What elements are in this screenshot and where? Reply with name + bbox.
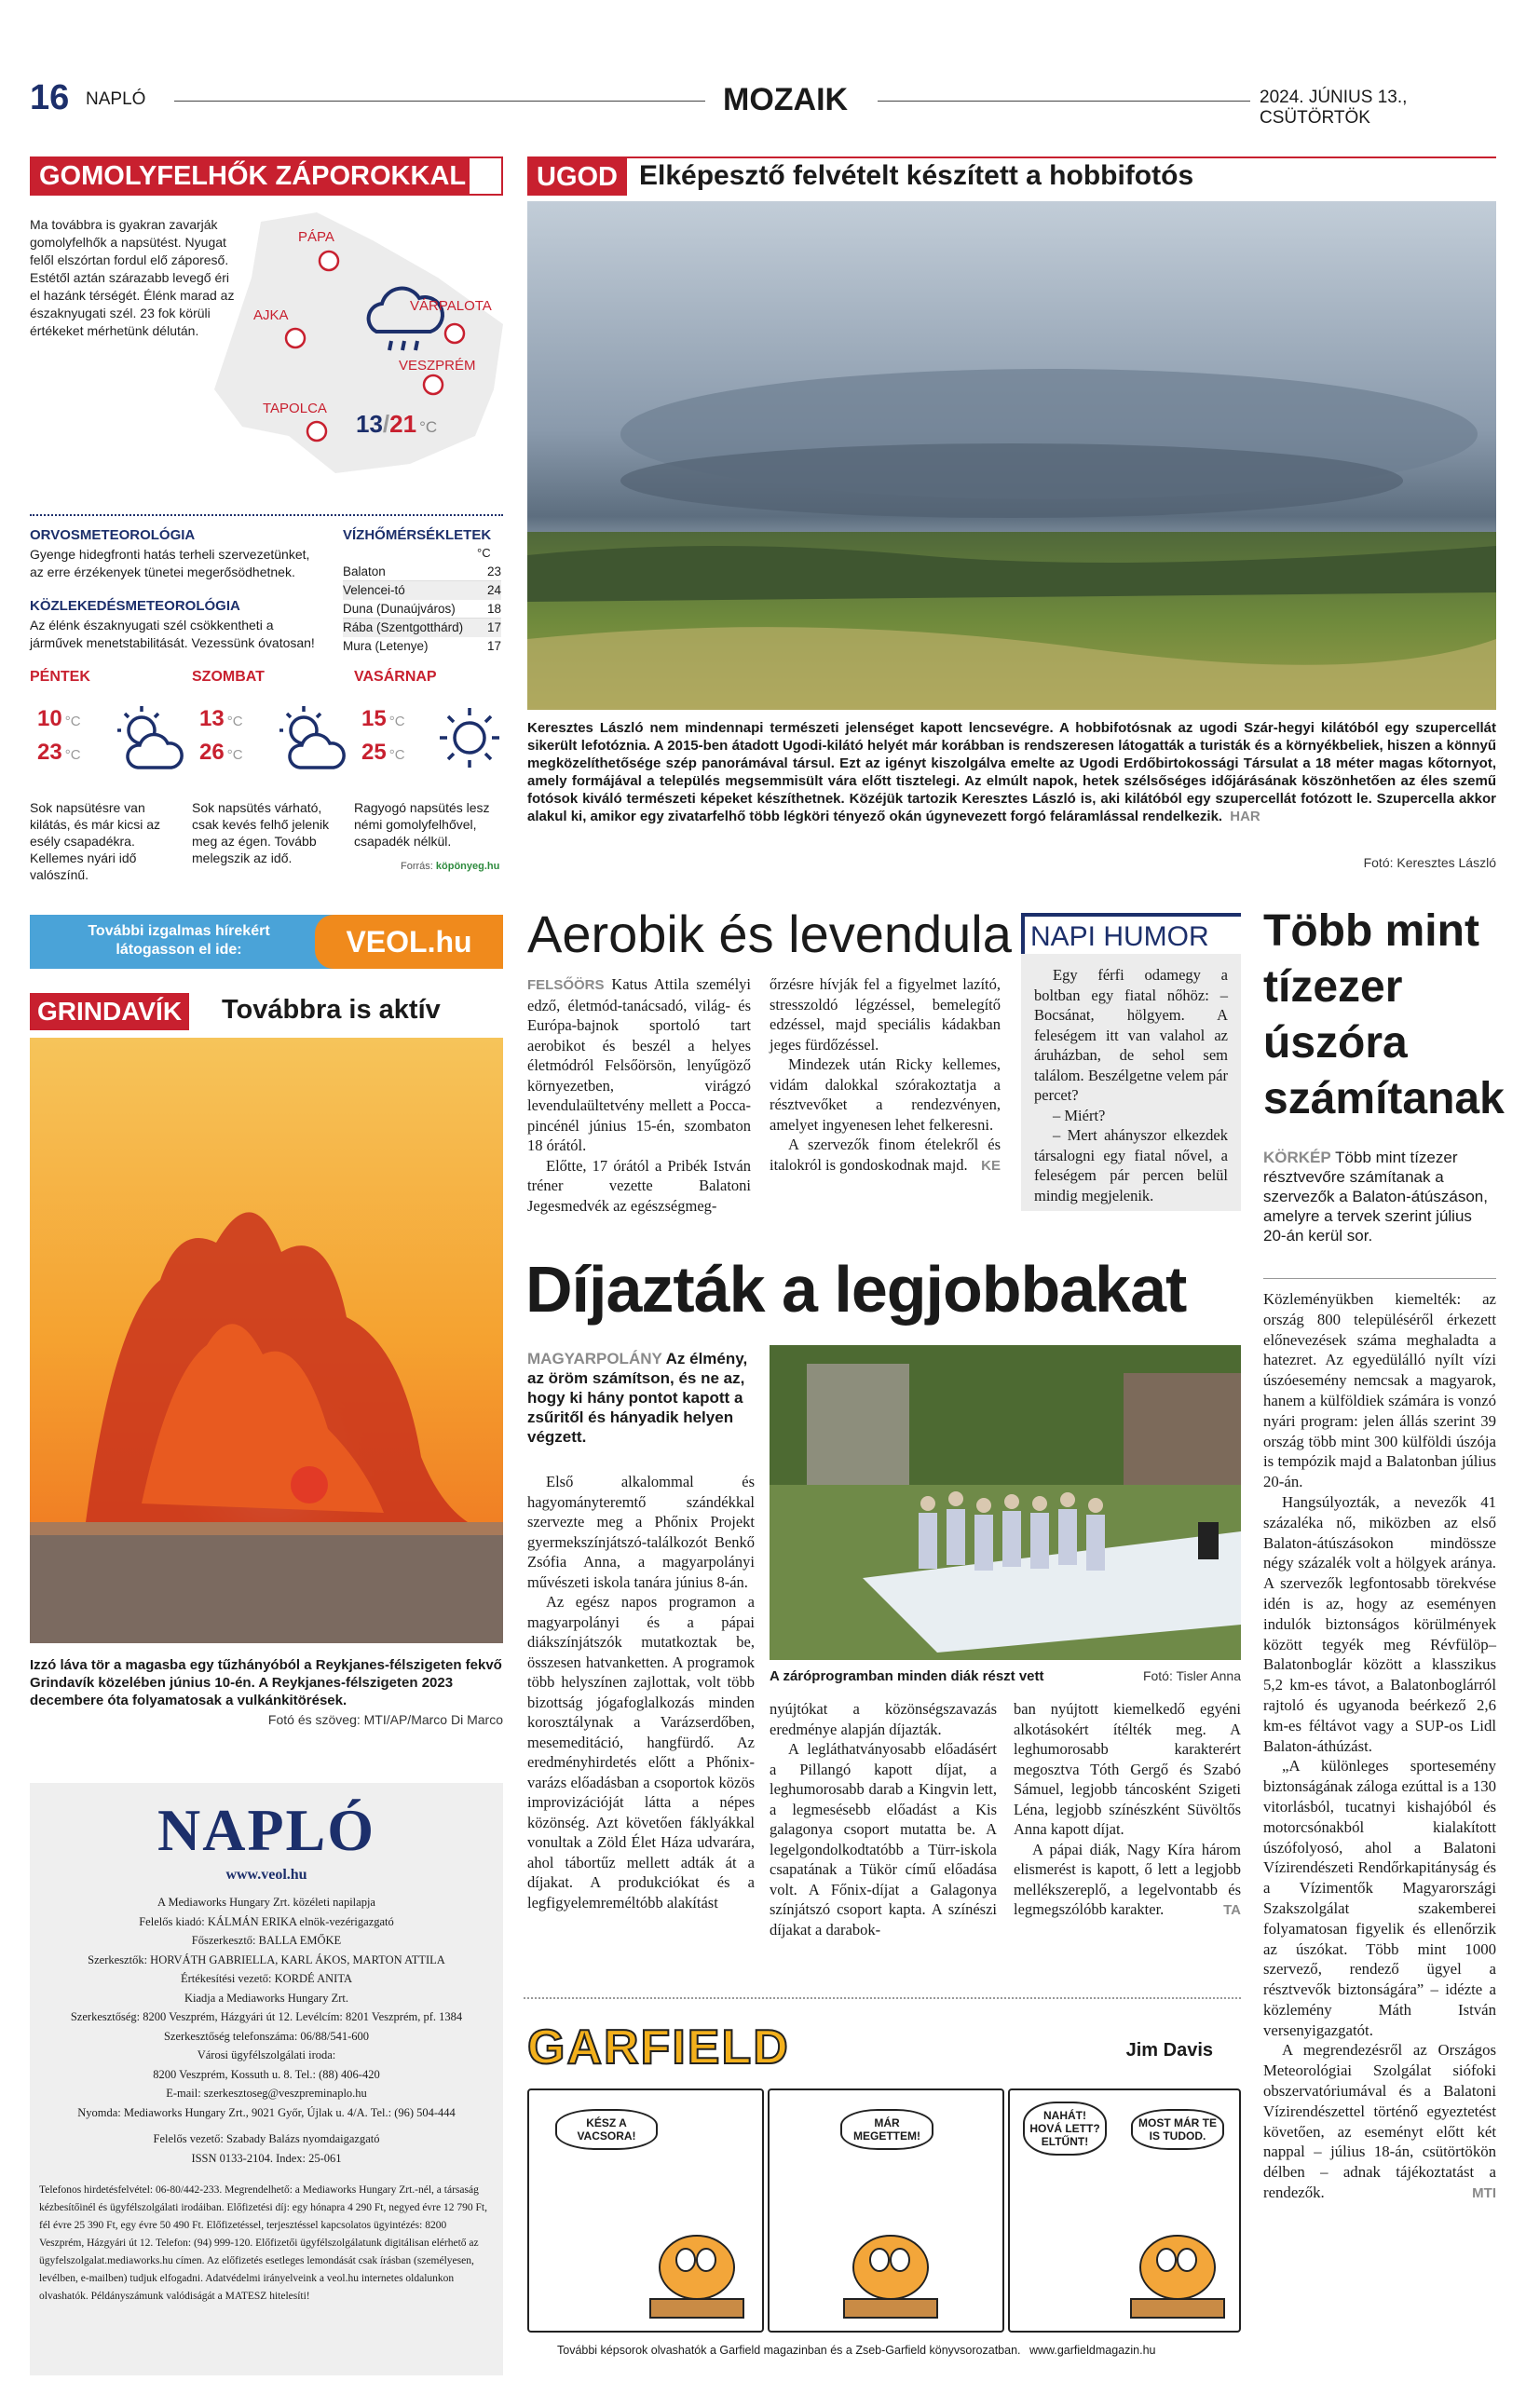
speech-bubble: MÁR MEGETTEM! [840,2109,933,2150]
city-marker-papa [320,252,338,270]
imprint-box [30,1783,503,2375]
weather-dotted-rule [30,514,503,516]
garfield-logo: GARFIELD [527,2020,790,2075]
map-temp-low: 13 [356,410,383,438]
weather-source: Forrás: köpönyeg.hu [401,861,500,872]
city-marker-tapolca [307,422,326,441]
dijaztak-kicker: MAGYARPOLÁNY [527,1350,662,1367]
comic-panel [1008,2088,1241,2333]
forecast-day [192,669,350,883]
map-temp-high: 21 [389,410,417,438]
city-label-varpalota: VÁRPALOTA [410,298,492,314]
partly-cloudy-icon [276,702,350,777]
forecast-low: 15 °C [361,706,405,731]
ugod-caption: Keresztes László nem mindennapi természeti jelenséget kapott lencsevégre. A hobbifotósnak az ugodi Szár-hegyi kilátóból egy szupercellát sikerült lefotóznia. A 2015-ben átadott Ugodi-kilátó helyét már korábban is rendszeresen látogatták a turisták és a környékbeliek, hiszen a könnyű megközelíthetősége szép panorámával társul. Ezt az igényt kiszolgálva emelte az Ugodi Erdőbirtokossági Társulat a 18 méter magas kőtornyot, amely formájával a település megsemmisült vára előtt tisztelegi. Az elmúlt napok, hetek szélsőséges időjárásának köszönhetően az éles szemű fotósok kiváló természeti képeket készíthetnek. Közéjük tartozik Keresztes László is, aki kilátóból egy szupercellát fotózott le. Szupercella akkor alakul ki, amikor egy zivatarfelhő több légköri tényező okán úgynevezett forgó feláramlással rendelkezik. HAR [527,720,1496,824]
aerobik-signature: KE [981,1158,1001,1174]
water-unit: °C [477,546,491,560]
korkep-headline: Több mint tízezer úszóra számítanak [1263,906,1505,1123]
sun-icon [436,704,503,771]
header-rule-right [878,101,1250,102]
orvos-title: ORVOSMETEOROLÓGIA [30,527,196,543]
dijaztak-col-3: ban nyújtott kiemelkedő egyéni alkotásokért ítélték meg. A leghumorosabb karakterért megosztva Tóth Gergő és Szabó Sámuel, legjobb táncosként Szigeti Léna, legjobb színészként Süvöltős Anna kapott díjat. A pápai diák, Nagy Kíra három elismerést is kapott, ő lett a legjobb mellékszereplő, a legelvontabb és legmegszólóbb karakter. TA [1014,1700,1241,1918]
kozl-title: KÖZLEKEDÉSMETEOROLÓGIA [30,598,240,614]
korkep-signature: MTI [1472,2184,1496,2201]
korkep-lead: KÖRKÉP Több mint tízezer résztvevőre számítanak a szervezők a Balaton-átúszáson, amelyre a tervek szerint július 20-án kerül sor. [1263,1149,1488,1245]
city-label-tapolca: TAPOLCA [263,401,327,416]
weather-intro: Ma továbbra is gyakran zavarják gomolyfelhők a napsütést. Nyugat felől elszórtan fordul elő záporeső. Estétől aztán szárazabb levegő éri el hazánk térségét. Élénk marad az északnyugati szél. 23 fok körüli értékeket mérhetünk délután. [30,217,235,338]
dijaztak-headline: Díjazták a legjobbakat [525,1253,1187,1326]
city-marker-varpalota [445,324,464,343]
garfield-url[interactable]: www.garfieldmagazin.hu [1029,2344,1156,2357]
garfield-author: Jim Davis [1125,2040,1213,2061]
veol-banner[interactable] [30,915,503,969]
comic-panel [768,2088,1004,2333]
water-table [343,563,501,656]
city-label-veszprem: VESZPRÉM [399,358,476,374]
ugod-signature: HAR [1230,809,1260,824]
aerobik-headline: Aerobik és levendula [527,905,1012,963]
korkep-body: Közleményükben kiemelték: az ország 800 településéről érkezett előnevezések száma meghaladta a hatezret. Az egyedülálló nyílt vízi úszóesemény nemcsak a magyarok, hanem a külföldiek számára is vonzó nyári program: jelen állás szerint 39 ország több mint 300 külföldi úszója is tempózik majd a Balatonban július 20-án. Hangsúlyozták, a nevezők 41 százaléka nő, miközben az első Balaton-átúszásokon mindössze négy százalék volt a hölgyek aránya. A szervezők legfontosabb törekvése idén is az, hogy az eseményen indulók biztonságos körülmények között tegyék meg Révfülöp–Balatonboglár között a klasszikus 5,2 km-es távot, a Balatonboglárról rajtoló és ugyanoda beérkező 2,6 km-es féltávot vagy a SUP-os Lidl Balaton-áthúzást. „A különleges sportesemény biztonságának záloga ezúttal is a 130 vitorlásból, tucatnyi kishajóból és motorcsónakból kialakított úszófolyosó, ahol a Balatoni Vízirendészeti Rendőrkapitányság és a Vízimentők Magyarországi Szakszolgálat szakemberei folyamatosan figyelik és ellenőrzik az úszókat. Több mint 1000 szervező, rendező ügyel a résztvevők biztonságára” – idézte a közlemény Máth István versenyigazgatót. A megrendezésről az Országos Meteorológiai Szolgálat siófoki obszervatóriumával és a Balatoni Vízirendészettel történő egyeztetést követően, az eseményt előtt két nappal – július 18-án, csütörtökön délben – adnak tájékoztatást a rendezők. MTI [1263,1289,1496,2204]
map-temps: 13/21 °C [356,410,438,438]
orvos-text: Gyenge hidegfronti hatás terheli szervezetünket, az erre érzékenyek tünetei megerősödhetnek. [30,547,310,579]
city-label-ajka: AJKA [253,307,289,323]
paper-name: NAPLÓ [86,89,146,109]
dijaztak-col-1: Első alkalommal és hagyományteremtő szándékkal szervezte meg a Phőnix Projekt gyermekszínjátszó-találkozót Benkő Zsófia Anna, a magyarpolányi művészeti iskola tanára június 8-án. Az egész napos programon a magyarpolányi és a pápai diákszínjátszók mutatkoztak be, összesen hatvanketten. A programok több helyszínen zajlottak, volt több bizottság jógafoglalkozás minden korosztálynak a Varázserdőben, mesemeditáció, hangfürdő. Az eredményhirdetés előtt a Phőnix-varázs előadásban a csoportok közös improvizációját látta a népes közönség. Azt követően fáklyákkal vonultak a Zöld Élet Háza udvarára, ahol tábortűz mellett adták át a díjakat. A produkciókat és a legfigyelemreméltóbb alakítást [527,1473,755,1911]
dijaztak-col-2: nyújtókat a közönségszavazás eredménye alapján díjazták. A legláthatványosabb előadásért a Pillangó kapott díjat, a leghumorosabb darab a Kingvin lett, a legmesésebb előadást a Kis galagonya csoport mutatta be. A legelgondolkodtatóbb a Türr-iskola csapatának a Tükör című előadása volt. A Főnix-díjat a Galagonya színjátszó csoport kapta. A színészi díjakat a darabok- [770,1700,997,1939]
humor-body: Egy férfi odamegy a boltban egy fiatal nőhöz: – Bocsánat, hölgyem. A feleségem itt van valahol az áruházban, de sehol sem találom. Beszélgetne velem pár percet? – Miért? – Mert ahányszor elkezdek társalogni egy fiatal nővel, a feleségem pár percen belül mindig megjelenik. [1021,954,1241,1211]
water-row: Balaton 23 [343,563,501,581]
forecast-day [30,669,188,883]
dijaztak-signature: TA [1223,1901,1241,1918]
garfield-character-icon [835,2202,947,2323]
weather-title: GOMOLYFELHŐK ZÁPOROKKAL [32,158,470,194]
garfield-footer: További képsorok olvashatók a Garfield magazinban és a Zseb-Garfield könyvsorozatban. www.garfieldmagazin.hu [557,2344,1156,2357]
dijaztak-lead: MAGYARPOLÁNY Az élmény, az öröm számítson, és ne az, hogy ki hány pontot kapott a zsűritől és hányadik helyen végzett. [527,1350,748,1446]
forecast-low: 10 °C [37,706,81,731]
aerobik-kicker: FELSŐÖRS [527,977,605,993]
kozl-text: Az élénk északnyugati szél csökkentheti a járművek menetstabilitását. Vezessünk óvatosan! [30,618,315,650]
imprint-url[interactable]: www.veol.hu [225,1867,307,1883]
supercell-photo [527,201,1496,710]
imprint-logo: NAPLÓ [157,1797,375,1863]
korkep-kicker: KÖRKÉP [1263,1149,1331,1166]
veol-text: További izgalmas hírekért látogasson el ide: [88,923,270,958]
grindavik-title-box [30,993,503,1032]
comic-panel [527,2088,764,2333]
weather-title-box [30,156,503,196]
water-row: Velencei-tó 24 [343,581,501,600]
dijaztak-photo-caption: A záróprogramban minden diák részt vett [770,1668,1044,1684]
city-marker-ajka [286,329,305,347]
forecast-text: Ragyogó napsütés lesz némi gomolyfelhővel, csapadék nélkül. [354,800,490,849]
page-number: 16 [30,78,70,117]
speech-bubble: NAHÁT! HOVÁ LETT? ELTŰNT! [1023,2102,1107,2156]
source-logo: köpönyeg.hu [435,861,500,872]
water-row: Duna (Dunaújváros) 18 [343,600,501,619]
water-title: VÍZHŐMÉRSÉKLETEK [343,527,492,543]
page-header [30,78,1496,128]
garfield-character-icon [1122,2202,1233,2323]
grindavik-tag: GRINDAVÍK [30,993,189,1030]
ugod-headline: Elképesztő felvételt készített a hobbifotós [639,160,1194,191]
theatre-photo [770,1345,1241,1660]
weather-map [205,203,512,483]
forecast-low: 13 °C [199,706,243,731]
lava-photo [30,1038,503,1643]
header-rule-left [174,101,705,102]
speech-bubble: MOST MÁR TE IS TUDOD. [1131,2109,1224,2150]
issue-date: 2024. JÚNIUS 13., CSÜTÖRTÖK [1260,88,1408,128]
dijaztak-photo-credit: Fotó: Tisler Anna [1142,1668,1241,1683]
aerobik-col-1: FELSŐÖRS Katus Attila személyi edző, életmód-tanácsadó, világ- és Európa-bajnok sportoló tart aerobikot és beszél a helyes életmódról Felsőörsön, lenyűgöző környezetben, virágzó levendulaültetvény mellett a Pocca-pincénél június 15-én, szombaton 18 órától. Előtte, 17 órától a Pribék István tréner vezette Balatoni Jegesmedvék az egészségmeg- [527,975,751,1215]
forecast-day-name: PÉNTEK [30,669,90,685]
grindavik-credit: Fotó és szöveg: MTI/AP/Marco Di Marco [267,1712,503,1727]
forecast-high: 26 °C [199,740,243,765]
partly-cloudy-icon [114,702,188,777]
garfield-box [524,1997,1241,2370]
city-marker-veszprem [424,375,443,394]
forecast-day-name: SZOMBAT [192,669,265,685]
humor-title: NAPI HUMOR [1021,913,1241,954]
forecast-high: 23 °C [37,740,81,765]
forecast-day-name: VASÁRNAP [354,669,437,685]
ugod-title-box [527,156,1496,196]
forecast-text: Sok napsütésre van kilátás, és már kicsi az esély csapadékra. Kellemes nyári idő valószínű. [30,800,161,882]
section-title: MOZAIK [723,82,849,117]
water-row: Rába (Szentgotthárd) 17 [343,619,501,637]
speech-bubble: KÉSZ A VACSORA! [555,2109,658,2150]
garfield-character-icon [641,2202,753,2323]
humor-box [1021,913,1241,1220]
veol-logo: VEOL.hu [315,915,503,969]
imprint-small-print: Telefonos hirdetésfelvétel: 06-80/442-233. Megrendelhető: a Mediaworks Hungary Zrt.-nél, a társaság kézbesítőinél és ügyfélszolgálati irodáiban. Előfizetési díj: egy hónapra 4 290 Ft, negyed évre 12 790 Ft, fél évre 25 390 Ft, egy évre 50 490 Ft. Előfizetéssel, terjesztéssel kapcsolatos ügyintézés: 8200 Veszprém, Házgyári út 12. Telefon: (94) 999-120. Előfizetői ügyfélszolgálatunk digitálisan elérhető az ügyfelszolgalat.mediaworks.hu címen. Az előfizetés esetleges lemondását csak írásban (személyesen, levélben, e-mailben) tudjuk elfogadni. Adatvédelmi irányelveink a veol.hu internetes oldalunkon olvashatók. Példányszámunk valódiságát a MATESZ hitelesíti! [39,2184,487,2302]
aerobik-col-2: őrzésre hívják fel a figyelmet lazító, stresszoldó légzéssel, bemelegítő edzéssel, majd speciális kádakban jeges fürdőzéssel. Mindezek után Ricky kellemes, vidám dalokkal szórakoztatja a résztvevőket a rendezvényen, amelyet ingyenesen lehet felkeresni. A szervezők finom ételekről és italokról is gondoskodnak majd. KE [770,974,1001,1177]
grindavik-caption: Izzó láva tör a magasba egy tűzhányóból a Reykjanes-félszigeten fekvő Grindavík közelében június 10-én. A Reykjanes-félszigeten 2023 decembere óta folyamatosak a vulkánkitörések. [30,1657,502,1708]
imprint-lines: A Mediaworks Hungary Zrt. közéleti napilapja Felelős kiadó: KÁLMÁN ERIKA elnök-vezérigazgató Főszerkesztő: BALLA EMŐKE Szerkesztők: HORVÁTH GABRIELLA, KARL ÁKOS, MARTON ATTILA Értékesítési vezető: KORDÉ ANITA Kiadja a Mediaworks Hungary Zrt. Szerkesztőség: 8200 Veszprém, Házgyári út 12. Levélcím: 8201 Veszprém, pf. 1384 Szerkesztőség telefonszáma: 06/88/541-600 Városi ügyfélszolgálati iroda: 8200 Veszprém, Kossuth u. 8. Tel.: (88) 406-420 E-mail: szerkesztoseg@veszpreminaplo.hu Nyomda: Mediaworks Hungary Zrt., 9021 Győr, Újlak u. 4/A. Tel.: (96) 504-444 Felelős vezető: Szabady Balázs nyomdaigazgató ISSN 0133-2104. Index: 25-061 [70,1896,463,2165]
map-temp-unit: °C [419,418,438,436]
forecast-day [354,669,505,883]
city-label-papa: PÁPA [298,229,334,245]
grindavik-headline: Továbbra is aktív [222,995,441,1025]
ugod-tag: UGOD [527,158,627,196]
ugod-credit: Fotó: Keresztes László [1363,855,1496,870]
korkep-divider [1263,1278,1496,1279]
water-row: Mura (Letenye) 17 [343,639,501,653]
forecast-text: Sok napsütés várható, csak kevés felhő jelenik meg az égen. Tovább melegszik az idő. [192,800,330,865]
forecast-high: 25 °C [361,740,405,765]
